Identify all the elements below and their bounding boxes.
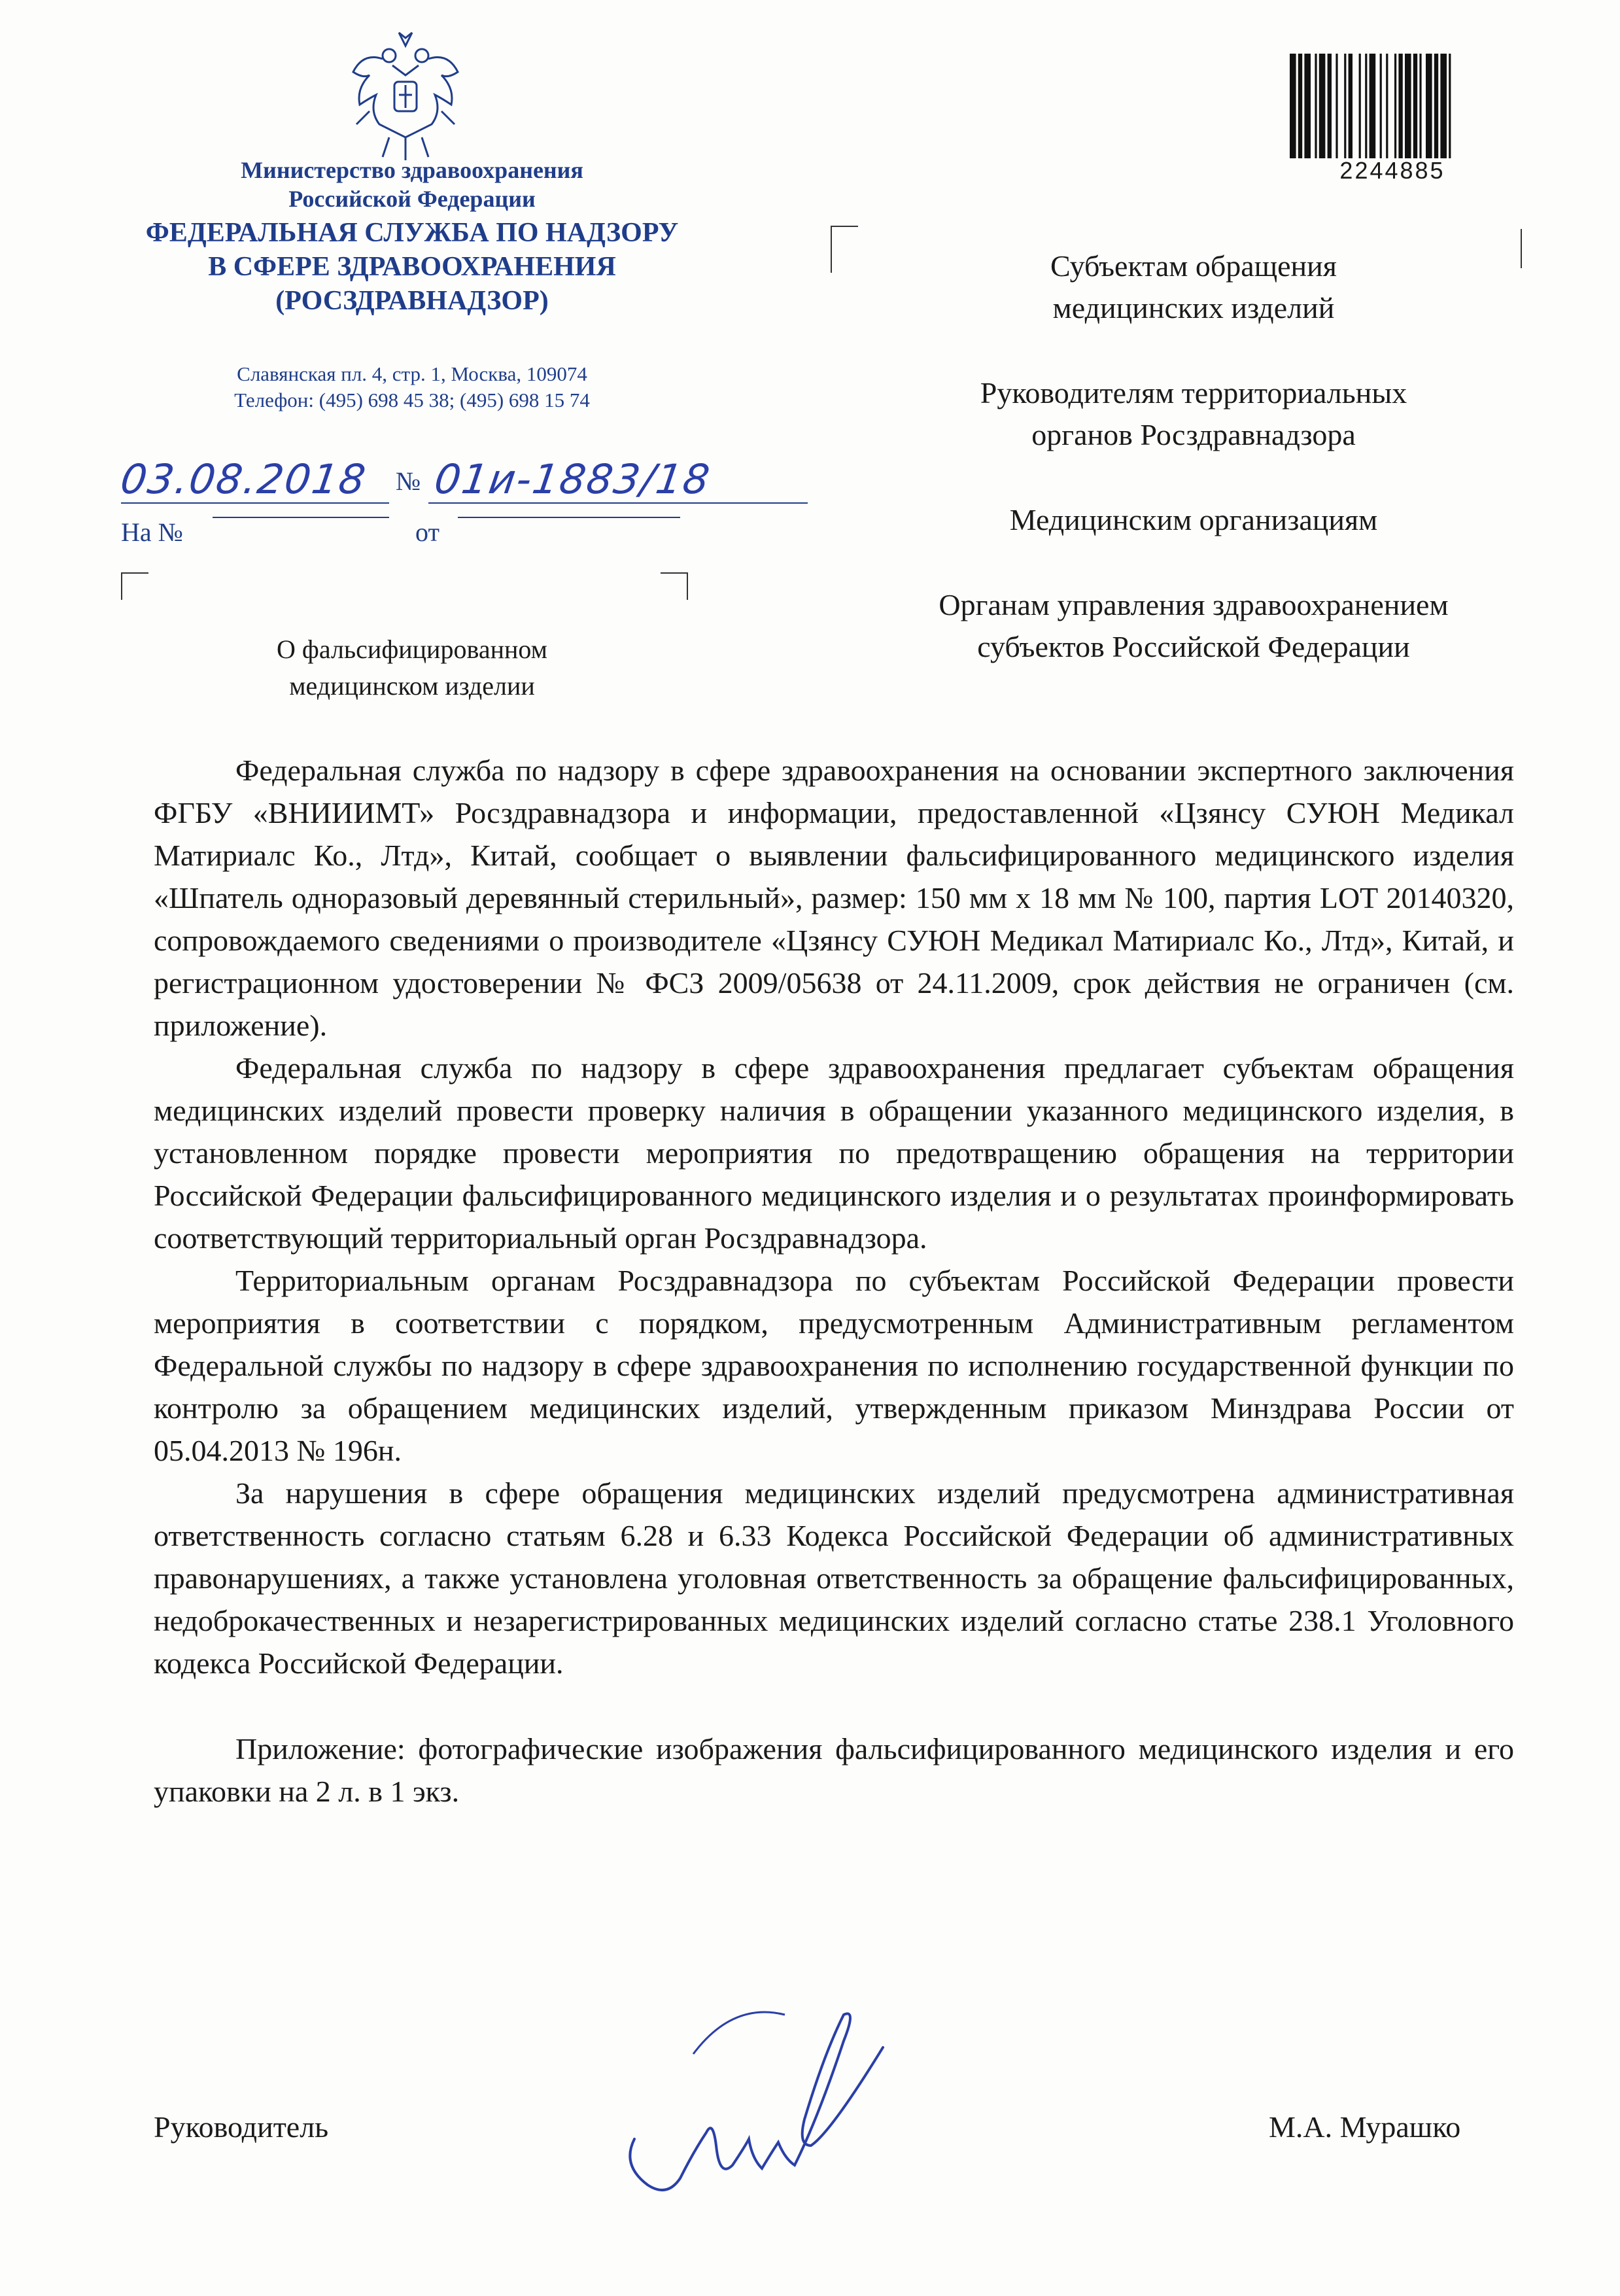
barcode-bar (1365, 54, 1367, 158)
body-paragraph: Федеральная служба по надзору в сфере здравоохранения предлагает субъектам обращения медицинских изделий провести проверку наличия в обращении указанного медицинского изделия, в установленном порядке провести мероприятия по предотвращению обращения на территории Российской Федерации фальсифицированного медицинского изделия и о результатах проинформировать соответствующий территориальный орган Росздравнадзора. (154, 1051, 1514, 1255)
barcode-bar (1336, 54, 1337, 158)
appendix-note: Приложение: фотографические изображения фальсифицированного медицинского изделия и его упаковки на 2 л. в 1 экз. (154, 1732, 1514, 1808)
barcode-bar (1449, 54, 1451, 158)
number-sign: № (396, 466, 421, 496)
barcode-bar (1434, 54, 1438, 158)
signatory-name: М.А. Мурашко (1269, 2110, 1461, 2144)
barcode-bar (1359, 54, 1361, 158)
signatory-role: Руководитель (154, 2110, 329, 2144)
recipient: Медицинским организациям (1009, 503, 1378, 536)
barcode-bar (1405, 54, 1411, 158)
ministry-name: Министерство здравоохранения Российской Федерации (241, 157, 583, 212)
double-headed-eagle-icon (343, 26, 468, 164)
registration-number: 01и-1883/18 (431, 455, 714, 503)
letter-subject: О фальсифицированном медицинском изделии (277, 635, 547, 701)
registration-line (117, 451, 788, 523)
barcode-bar (1370, 54, 1376, 158)
service-name: ФЕДЕРАЛЬНАЯ СЛУЖБА ПО НАДЗОРУ В СФЕРЕ ЗДРАВООХРАНЕНИЯ (РОСЗДРАВНАДЗОР) (145, 218, 679, 316)
barcode-bar (1304, 54, 1311, 158)
barcode-number: 2244885 (1339, 157, 1445, 184)
barcode-bar (1419, 54, 1421, 158)
barcode-bar (1413, 54, 1417, 158)
barcode-bar (1380, 54, 1382, 158)
body-paragraph: Федеральная служба по надзору в сфере здравоохранения на основании экспертного заключения ФГБУ «ВНИИИМТ» Росздравнадзора и информации, предоставленной «Цзянсу СУЮН Медикал Матириалс Ко., Лтд», Китай, сообщает о выявлении фальсифицированного медицинского изделия «Шпатель одноразовый деревянный стерильный», размер: 150 мм х 18 мм № 100, партия LOT 20140320, сопровождаемого сведениями о производителе «Цзянсу СУЮН Медикал Матириалс Ко., Лтд», Китай, и регистрационном удостоверении № ФСЗ 2009/05638 от 24.11.2009, срок действия не ограничен (см. приложение). (154, 754, 1514, 1042)
reference-line (121, 517, 697, 556)
recipient: Субъектам обращения медицинских изделий (1050, 249, 1337, 324)
corner-mark (661, 572, 688, 600)
reference-label: На № (121, 517, 183, 547)
reference-from-label: от (415, 517, 439, 547)
service-address: Славянская пл. 4, стр. 1, Москва, 109074 Телефон: (495) 698 45 38; (495) 698 15 74 (234, 362, 590, 411)
barcode-bar (1290, 54, 1296, 158)
barcode-bar (1398, 54, 1402, 158)
barcode-bar (1386, 54, 1388, 158)
barcode-bar (1440, 54, 1447, 158)
barcode-bar (1328, 54, 1332, 158)
barcode-bar (1344, 54, 1346, 158)
barcode-bar (1298, 54, 1302, 158)
body-paragraph: Территориальным органам Росздравнадзора по субъектам Российской Федерации провести мероприятия в соответствии с порядком, предусмотренным Административным регламентом Федеральной службы по надзору в сфере здравоохранения по исполнению государственной функции по контролю за обращением медицинских изделий, утвержденным приказом Минздрава России от 05.04.2013 № 196н. (154, 1264, 1514, 1467)
corner-mark (121, 572, 148, 600)
handwritten-signature-icon (608, 1989, 896, 2204)
recipients-block (844, 245, 1543, 711)
recipient: Органам управления здравоохранением субъектов Российской Федерации (939, 588, 1449, 663)
barcode-bar (1319, 54, 1326, 158)
barcode-icon (1287, 54, 1498, 158)
recipient: Руководителям территориальных органов Росздравнадзора (980, 376, 1407, 451)
barcode-bar (1315, 54, 1317, 158)
barcode-bar (1394, 54, 1396, 158)
barcode-bar (1349, 54, 1353, 158)
body-paragraph: За нарушения в сфере обращения медицинских изделий предусмотрена административная ответственность согласно статьям 6.28 и 6.33 Кодекса Российской Федерации об административных правонарушениях, а также установлена уголовная ответственность за обращение фальсифицированных, недоброкачественных и незарегистрированных медицинских изделий согласно статье 238.1 Уголовного кодекса Российской Федерации. (154, 1476, 1514, 1680)
barcode-bar (1426, 54, 1432, 158)
letter-body (154, 749, 1514, 1813)
registration-date: 03.08.2018 (117, 455, 370, 503)
